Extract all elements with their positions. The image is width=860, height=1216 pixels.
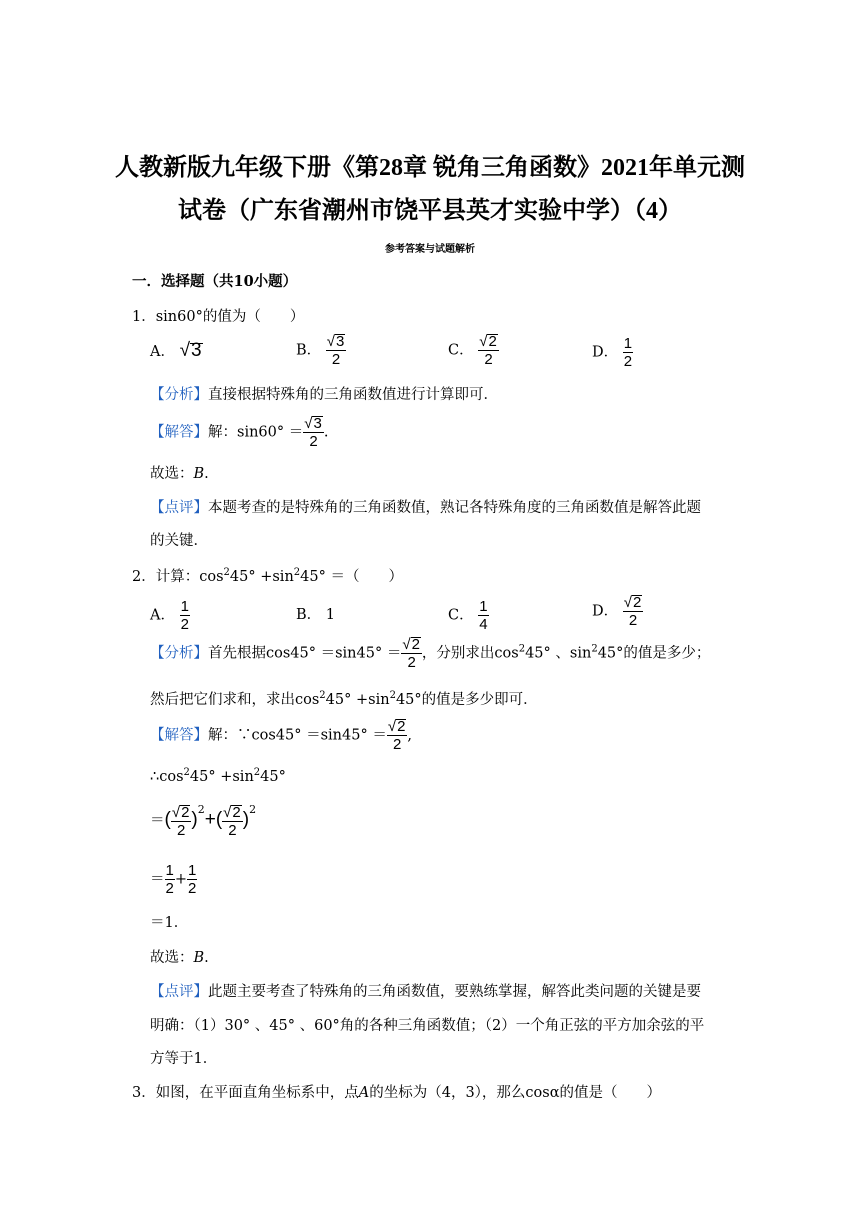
q2-result: ＝1． bbox=[150, 915, 189, 931]
document-title-line1: 人教新版九年级下册《第28章 锐角三角函数》2021年单元测 bbox=[115, 155, 745, 181]
option-label: A． bbox=[150, 344, 175, 360]
answer-tag: 【解答】 bbox=[150, 727, 208, 744]
q2-step-halves: ＝ $\frac{1}{2}$ + $\frac{1}{2}$ bbox=[150, 862, 197, 897]
q3-stem: 3．如图，在平面直角坐标系中，点A的坐标为（4，3），那么cosα的值是（ ） bbox=[132, 1085, 662, 1101]
analysis-tag: 【分析】 bbox=[150, 645, 208, 662]
fraction-sqrt3-over-2: $\frac{√3}{2}$ bbox=[304, 415, 322, 450]
document-subtitle: 参考答案与试题解析 bbox=[385, 244, 475, 255]
fraction-1-over-2: $\frac{1}{2}$ bbox=[623, 335, 633, 370]
q2-comment: 【点评】此题主要考查了特殊角的三角函数值，要熟练掌握，解答此类问题的关键是要 bbox=[150, 984, 701, 1000]
answer-tag: 【解答】 bbox=[150, 424, 208, 441]
fraction-sqrt2-over-2: $\frac{√2}{2}$ bbox=[171, 803, 190, 839]
option-label: C． bbox=[448, 607, 474, 624]
fraction-1-over-2: $\frac{1}{2}$ bbox=[165, 862, 174, 897]
q2-analysis: 【分析】首先根据cos45° ＝sin45° ＝ $\frac{√2}{2}$ ，分别求出$\cos^245^\circ$ 、$\sin^245^\circ$的值是多少； bbox=[150, 636, 711, 671]
q1-option-c bbox=[448, 333, 499, 368]
q1-option-a bbox=[150, 340, 203, 362]
comment-tag: 【点评】 bbox=[150, 984, 208, 1000]
q1-stem: 1．sin60°的值为（ ） bbox=[132, 309, 305, 325]
q2-choice: 故选：B. bbox=[150, 950, 209, 966]
fraction-sqrt2-over-2: $\frac{√2}{2}$ bbox=[387, 718, 406, 753]
q2-therefore: $\therefore\cos^245^\circ +\sin^245^\circ$ bbox=[150, 767, 286, 785]
option-label: D． bbox=[592, 603, 619, 620]
option-label: B． bbox=[296, 342, 322, 359]
analysis-tag: 【分析】 bbox=[150, 387, 208, 403]
q2-option-d bbox=[592, 594, 643, 629]
fraction-1-over-2: $\frac{1}{2}$ bbox=[188, 862, 197, 897]
q2-stem: 2．计算：$\cos^245^\circ +\sin^245^\circ$ ＝（ ） bbox=[132, 567, 403, 585]
sqrt-3: √3 bbox=[179, 340, 202, 361]
q2-comment-cont2: 方等于1． bbox=[150, 1051, 218, 1067]
q2-comment-cont: 明确：（1）30° 、45° 、60°角的各种三角函数值；（2）一个角正弦的平方加余弦的平 bbox=[150, 1018, 705, 1034]
q1-analysis: 【分析】直接根据特殊角的三角函数值进行计算即可． bbox=[150, 387, 498, 403]
q2-analysis-cont: 然后把它们求和，求出$\cos^245^\circ +\sin^245^\circ$的值是多少即可． bbox=[150, 690, 538, 708]
fraction-sqrt2-over-2: $\frac{√2}{2}$ bbox=[402, 636, 420, 671]
q1-option-d bbox=[592, 335, 633, 370]
q2-answer: 【解答】解：∵cos45° ＝sin45° ＝ $\frac{√2}{2}$ , bbox=[150, 718, 413, 753]
fraction-sqrt3-over-2: $\frac{√3}{2}$ bbox=[326, 333, 345, 368]
q2-option-a bbox=[150, 598, 190, 633]
comment-tag: 【点评】 bbox=[150, 500, 208, 516]
option-label: D． bbox=[592, 344, 619, 361]
fraction-1-over-4: $\frac{1}{4}$ bbox=[479, 598, 488, 633]
q1-option-b bbox=[296, 333, 346, 368]
q2-option-b: B． 1 bbox=[296, 607, 335, 623]
section-heading: 一．选择题（共10小题） bbox=[132, 273, 298, 290]
fraction-sqrt2-over-2: $\frac{√2}{2}$ bbox=[479, 333, 497, 368]
q1-answer: 【解答】解：sin60° ＝ $\frac{√3}{2}$ . bbox=[150, 415, 329, 450]
fraction-sqrt2-over-2: $\frac{√2}{2}$ bbox=[223, 803, 241, 839]
document-title-line2: 试卷（广东省潮州市饶平县英才实验中学）（4） bbox=[178, 198, 682, 224]
q1-choice: 故选：B. bbox=[150, 466, 209, 482]
q1-comment-cont: 的关键． bbox=[150, 533, 208, 549]
option-label: A． bbox=[150, 607, 175, 624]
q2-step-squares: ＝( $\frac{√2}{2}$ )$^2$+( $\frac{√2}{2}$ )$^2$ bbox=[150, 803, 257, 839]
fraction-sqrt2-over-2: $\frac{√2}{2}$ bbox=[623, 594, 642, 629]
q1-comment: 【点评】本题考查的是特殊角的三角函数值，熟记各特殊角度的三角函数值是解答此题 bbox=[150, 500, 701, 516]
option-label: C． bbox=[448, 342, 474, 359]
fraction-1-over-2: $\frac{1}{2}$ bbox=[180, 598, 189, 633]
q2-option-c bbox=[448, 598, 489, 633]
